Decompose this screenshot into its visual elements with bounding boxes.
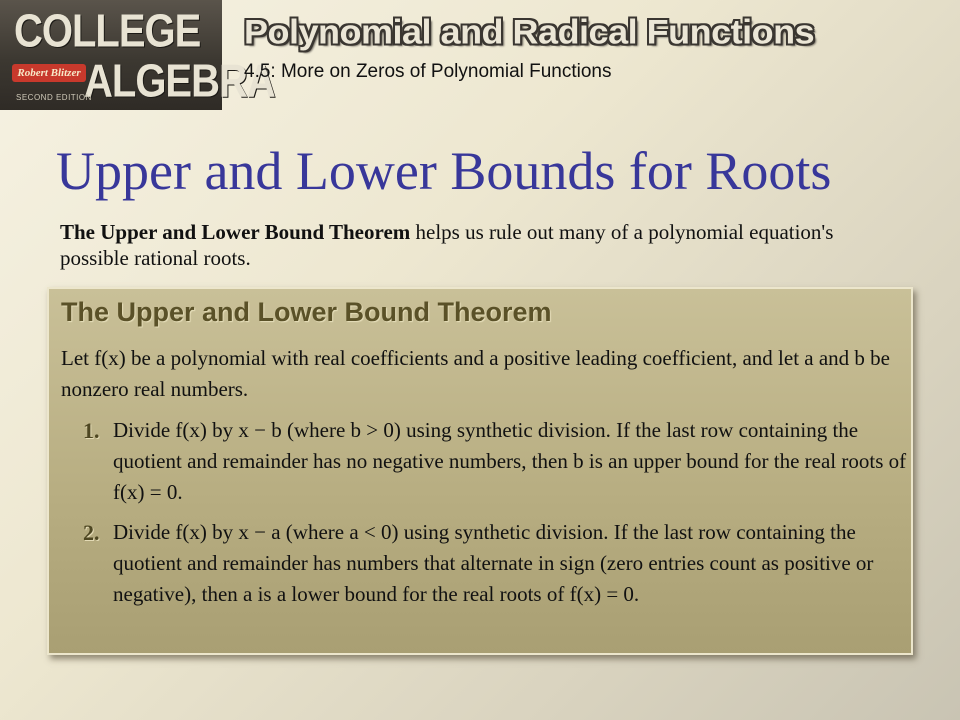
slide-header xyxy=(0,0,960,112)
theorem-item-2 xyxy=(61,517,901,645)
section-subtitle: 4.5: More on Zeros of Polynomial Functions xyxy=(244,61,612,82)
theorem-item-text: Divide f(x) by x − b (where b > 0) using synthetic division. If the last row containing the quotient and remainder has no negative numbers, then b is an upper bound for the real roots of f(x) = 0. xyxy=(113,418,907,504)
theorem-item-1 xyxy=(61,415,907,511)
logo-algebra-text: ALGEBRA xyxy=(84,56,275,107)
book-logo xyxy=(0,0,275,110)
chapter-title: Polynomial and Radical Functions xyxy=(244,12,815,51)
theorem-item-text: Divide f(x) by x − a (where a < 0) using synthetic division. If the last row containing the quotient and remainder has numbers that alternate in sign (zero entries count as positive or negative), then a is a lower bound for the real roots of f(x) = 0. xyxy=(113,520,874,606)
theorem-item-number: 1. xyxy=(83,418,100,443)
intro-paragraph xyxy=(60,219,860,271)
slide-title: Upper and Lower Bounds for Roots xyxy=(56,141,832,201)
theorem-lead: Let f(x) be a polynomial with real coefficients and a positive leading coefficient, and let a and b be nonzero real numbers. xyxy=(61,346,890,401)
intro-text: helps us rule out many of a polynomial equation's possible rational roots. xyxy=(60,220,834,270)
intro-bold-text: The Upper and Lower Bound Theorem xyxy=(60,220,411,244)
logo-edition-text: SECOND EDITION xyxy=(16,93,92,102)
theorem-item-number: 2. xyxy=(83,520,100,545)
theorem-box xyxy=(47,287,913,655)
theorem-title: The Upper and Lower Bound Theorem xyxy=(61,297,552,327)
logo-college-text: COLLEGE xyxy=(14,6,201,57)
logo-author-badge: Robert Blitzer xyxy=(12,64,86,82)
